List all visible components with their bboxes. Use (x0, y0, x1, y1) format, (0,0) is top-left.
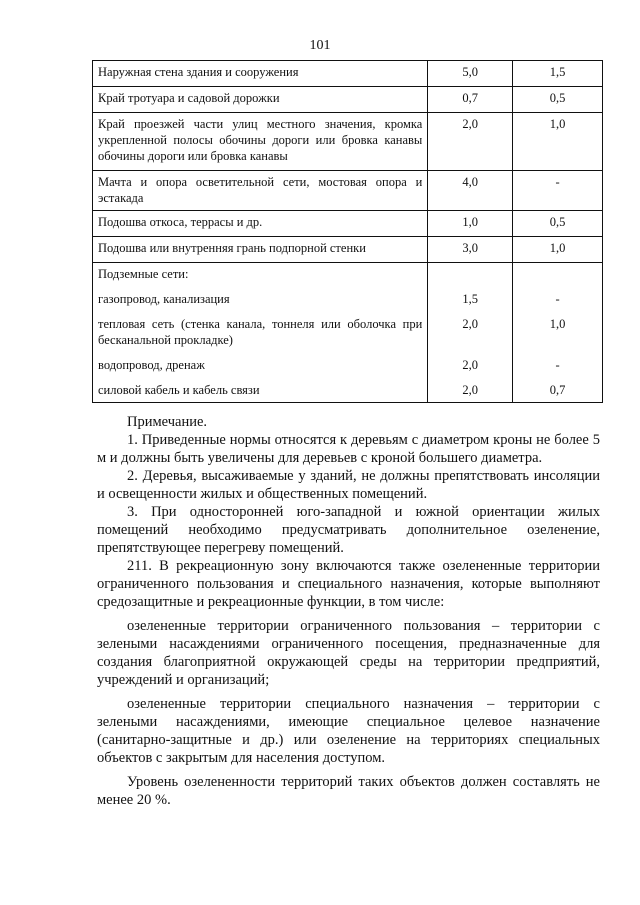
page-number: 101 (309, 38, 331, 53)
row-name: Край проезжей части улиц местного значения, кромка укрепленной полосы обочины дороги или бровка канавы обочины дороги или бровка канавы (93, 113, 428, 171)
body-text (97, 413, 600, 809)
table-row (93, 87, 603, 113)
row-value-1: 2,0 (462, 358, 479, 372)
underground-values-2 (513, 263, 603, 403)
row-name: Подошва или внутренняя грань подпорной стенки (93, 237, 428, 263)
paragraph-211: 211. В рекреационную зону включаются также озелененные территории ограниченного пользования и специального назначения, которые выполняют средозащитные и рекреационные функции, в том числе: (97, 558, 600, 610)
row-value-2: 0,5 (513, 211, 603, 237)
underground-item: тепловая сеть (стенка канала, тоннеля или оболочка при бесканальной прокладке) (98, 317, 423, 347)
row-value-2: 1,0 (513, 237, 603, 263)
row-name: Край тротуара и садовой дорожки (93, 87, 428, 113)
row-value-1: 5,0 (428, 61, 513, 87)
row-value-1: 2,0 (428, 113, 513, 171)
table-row (93, 211, 603, 237)
paragraph-greening-level: Уровень озелененности территорий таких объектов должен составлять не менее 20 %. (97, 774, 600, 808)
paragraph-limited-use: озелененные территории ограниченного пользования – территории с зелеными насаждениями ограниченного посещения, предназначенные для создания благоприятной окружающей среды на территории предприятий, учреждений и организаций; (97, 618, 600, 688)
table-row (93, 237, 603, 263)
row-value-2: 1,5 (513, 61, 603, 87)
row-name: Наружная стена здания и сооружения (93, 61, 428, 87)
paragraph-special-purpose: озелененные территории специального назначения – территории с зелеными насаждениями, имеющие специальное целевое назначение (санитарно-защитные и др.) или озеленение на территориях специальных объектов с закрытым для населения доступом. (97, 696, 600, 766)
row-name: Подошва откоса, террасы и др. (93, 211, 428, 237)
table-row (93, 61, 603, 87)
note-item: 1. Приведенные нормы относятся к деревьям с диаметром кроны не более 5 м и должны быть увеличены для деревьев с кроной большего диаметра. (97, 432, 600, 466)
underground-item: газопровод, канализация (98, 292, 230, 306)
underground-cell (93, 263, 428, 403)
underground-item: водопровод, дренаж (98, 358, 205, 372)
table-row (93, 171, 603, 211)
distance-norms-table (92, 60, 603, 403)
row-value-1: 1,5 (462, 292, 479, 306)
row-value-1: 3,0 (428, 237, 513, 263)
row-value-1: 2,0 (462, 317, 479, 331)
row-value-2: 1,0 (549, 317, 566, 331)
row-value-1: 4,0 (428, 171, 513, 211)
row-value-2: - (555, 358, 560, 372)
row-value-2: 0,7 (549, 383, 566, 397)
row-value-2: - (513, 171, 603, 211)
table-row (93, 113, 603, 171)
row-value-2: 0,5 (513, 87, 603, 113)
table-row-underground (93, 263, 603, 403)
note-title: Примечание. (127, 414, 208, 430)
underground-title: Подземные сети: (98, 267, 189, 281)
row-value-1: 1,0 (428, 211, 513, 237)
underground-item: силовой кабель и кабель связи (98, 383, 260, 397)
row-value-2: 1,0 (513, 113, 603, 171)
row-value-2: - (555, 292, 560, 306)
row-value-1: 2,0 (462, 383, 479, 397)
underground-values-1 (428, 263, 513, 403)
note-item: 2. Деревья, высаживаемые у зданий, не должны препятствовать инсоляции и освещенности жилых и общественных помещений. (97, 468, 600, 502)
note-item: 3. При односторонней юго-западной и южной ориентации жилых помещений необходимо предусматривать дополнительное озеленение, препятствующее перегреву помещений. (97, 504, 600, 556)
row-value-1: 0,7 (428, 87, 513, 113)
row-name: Мачта и опора осветительной сети, мостовая опора и эстакада (93, 171, 428, 211)
